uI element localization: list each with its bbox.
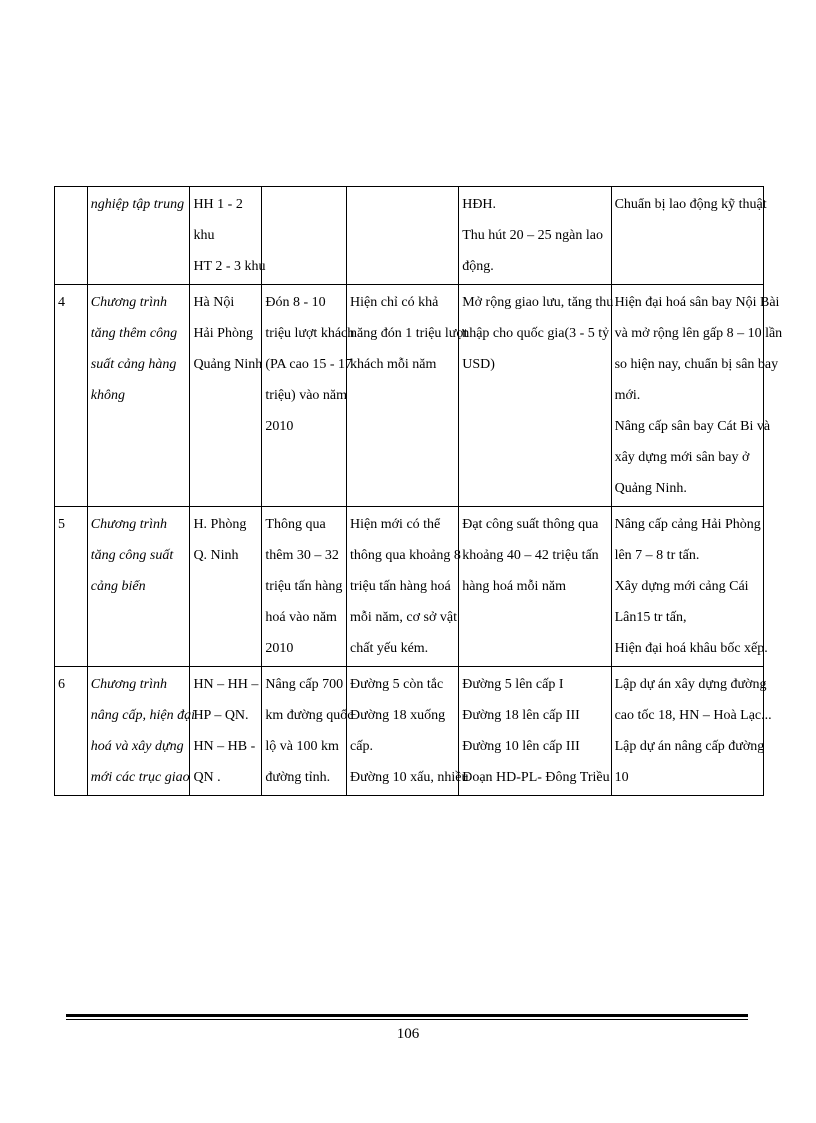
cell-line: mới các trục giao bbox=[90, 770, 190, 785]
cell-line: cao tốc 18, HN – Hoà Lạc... bbox=[614, 708, 772, 723]
cell-line: Hải Phòng bbox=[193, 326, 253, 341]
cell-line: hoá vào năm bbox=[265, 610, 337, 625]
cell-line: triệu tấn hàng bbox=[265, 579, 343, 594]
cell-line: HĐH. bbox=[462, 197, 497, 212]
cell-target bbox=[262, 667, 354, 796]
cell-line: 5 bbox=[58, 517, 65, 532]
cell-line: Chương trình bbox=[90, 677, 167, 692]
cell-line: chất yếu kém. bbox=[350, 641, 429, 656]
cell-line: Quảng Ninh. bbox=[614, 481, 687, 496]
footer-rule-thin bbox=[66, 1019, 748, 1020]
cell-line: đường tỉnh. bbox=[265, 770, 331, 785]
cell-line: triệu tấn hàng hoá bbox=[350, 579, 451, 594]
cell-line: mới. bbox=[614, 388, 641, 403]
cell-line: H. Phòng bbox=[193, 517, 247, 532]
page-number: 106 bbox=[396, 1026, 420, 1042]
cell-line: Quảng Ninh bbox=[193, 357, 263, 372]
cell-line: Thu hút 20 – 25 ngàn lao bbox=[462, 228, 603, 243]
cell-line: HP – QN. bbox=[193, 708, 249, 723]
cell-line: Lập dự án nâng cấp đường bbox=[614, 739, 765, 754]
cell-line: 4 bbox=[58, 295, 65, 310]
cell-line: HN – HB - bbox=[193, 739, 256, 754]
cell-line: lên 7 – 8 tr tấn. bbox=[614, 548, 700, 563]
cell-line: Q. Ninh bbox=[193, 548, 239, 563]
cell-program-name bbox=[87, 285, 190, 507]
cell-expected-result bbox=[459, 187, 611, 285]
cell-line: Đường 10 lên cấp III bbox=[462, 739, 580, 754]
cell-line: thêm 30 – 32 bbox=[265, 548, 339, 563]
cell-location bbox=[190, 187, 266, 285]
cell-program-name bbox=[87, 507, 190, 667]
cell-line: Chương trình bbox=[90, 517, 167, 532]
cell-location bbox=[190, 667, 262, 796]
cell-line: Đường 5 còn tắc bbox=[350, 677, 444, 692]
cell-line: Hiện mới có thể bbox=[350, 517, 441, 532]
cell-target bbox=[262, 187, 347, 285]
cell-action bbox=[611, 667, 772, 796]
cell-action bbox=[611, 507, 768, 667]
cell-line: QN . bbox=[193, 770, 221, 785]
cell-current-status bbox=[347, 667, 469, 796]
cell-line: Hiện chỉ có khả bbox=[350, 295, 439, 310]
cell-current-status bbox=[347, 187, 459, 285]
cell-location bbox=[190, 507, 262, 667]
data-table bbox=[54, 186, 783, 796]
cell-line: khoảng 40 – 42 triệu tấn bbox=[462, 548, 599, 563]
cell-line: Đoạn HD-PL- Đông Triều bbox=[462, 770, 610, 785]
cell-line: Thông qua bbox=[265, 517, 326, 532]
cell-line: hàng hoá mỗi năm bbox=[462, 579, 567, 594]
cell-line: Nâng cấp cảng Hải Phòng bbox=[614, 517, 761, 532]
footer-rule-thick bbox=[66, 1014, 748, 1017]
cell-target bbox=[262, 507, 347, 667]
cell-line: năng đón 1 triệu lượt bbox=[350, 326, 468, 341]
cell-program-name bbox=[87, 187, 190, 285]
cell-line: tăng thêm công bbox=[90, 326, 178, 341]
cell-line: Lập dự án xây dựng đường bbox=[614, 677, 767, 692]
cell-program-name bbox=[87, 667, 196, 796]
cell-line: HT 2 - 3 khu bbox=[193, 259, 266, 274]
cell-line: cảng biển bbox=[90, 579, 146, 594]
cell-line: hoá và xây dựng bbox=[90, 739, 184, 754]
cell-line: lộ và 100 km bbox=[265, 739, 339, 754]
cell-line: 2010 bbox=[265, 419, 294, 434]
cell-line: Lân15 tr tấn, bbox=[614, 610, 687, 625]
cell-line: nâng cấp, hiện đại bbox=[90, 708, 196, 723]
cell-line: Hà Nội bbox=[193, 295, 235, 310]
cell-expected-result bbox=[459, 285, 614, 507]
cell-line: Đường 10 xấu, nhiều bbox=[350, 770, 469, 785]
cell-line: cấp. bbox=[350, 739, 373, 754]
cell-line: Đường 5 lên cấp I bbox=[462, 677, 564, 692]
cell-target bbox=[262, 285, 355, 507]
cell-action bbox=[611, 285, 783, 507]
cell-line: mỗi năm, cơ sở vật bbox=[350, 610, 458, 625]
cell-expected-result bbox=[459, 507, 611, 667]
cell-line: so hiện nay, chuẩn bị sân bay bbox=[614, 357, 779, 372]
cell-line: Chương trình bbox=[90, 295, 167, 310]
cell-number bbox=[55, 187, 88, 285]
cell-location bbox=[190, 285, 262, 507]
cell-line: thông qua khoảng 8 bbox=[350, 548, 461, 563]
cell-action bbox=[611, 187, 767, 285]
cell-line: USD) bbox=[462, 357, 495, 372]
cell-line: Nâng cấp sân bay Cát Bi và bbox=[614, 419, 771, 434]
cell-line: và mở rộng lên gấp 8 – 10 lần bbox=[614, 326, 783, 341]
cell-line: HH 1 - 2 bbox=[193, 197, 243, 212]
cell-line: Hiện đại hoá sân bay Nội Bài bbox=[614, 295, 780, 310]
table-body bbox=[55, 187, 783, 796]
cell-line: khách mỗi năm bbox=[350, 357, 437, 372]
cell-line: Đạt công suất thông qua bbox=[462, 517, 599, 532]
cell-line: khu bbox=[193, 228, 215, 243]
cell-number bbox=[55, 667, 88, 796]
cell-line: Đường 18 lên cấp III bbox=[462, 708, 580, 723]
cell-line: tăng công suất bbox=[90, 548, 174, 563]
cell-expected-result bbox=[459, 667, 611, 796]
cell-line: 10 bbox=[614, 770, 629, 785]
table-row bbox=[55, 187, 764, 285]
cell-line: 6 bbox=[58, 677, 65, 692]
cell-line: triệu) vào năm bbox=[265, 388, 348, 403]
cell-line: suất cảng hàng bbox=[90, 357, 177, 372]
cell-line: HN – HH – bbox=[193, 677, 259, 692]
cell-line: nhập cho quốc gia(3 - 5 tỷ bbox=[462, 326, 610, 341]
cell-line: triệu lượt khách bbox=[265, 326, 355, 341]
cell-current-status bbox=[347, 285, 468, 507]
cell-number bbox=[55, 285, 88, 507]
cell-line: nghiệp tập trung bbox=[90, 197, 185, 212]
cell-line: km đường quốc bbox=[265, 708, 354, 723]
table-row bbox=[55, 285, 764, 507]
cell-line: Đón 8 - 10 bbox=[265, 295, 326, 310]
cell-line: Mở rộng giao lưu, tăng thu bbox=[462, 295, 614, 310]
cell-line: (PA cao 15 - 17 bbox=[265, 357, 352, 372]
cell-line: động. bbox=[462, 259, 494, 274]
cell-line: Hiện đại hoá khâu bốc xếp. bbox=[614, 641, 768, 656]
table-row bbox=[55, 507, 764, 667]
cell-line: 2010 bbox=[265, 641, 294, 656]
cell-line: Nâng cấp 700 bbox=[265, 677, 344, 692]
cell-line: không bbox=[90, 388, 126, 403]
cell-line: Đường 18 xuống bbox=[350, 708, 446, 723]
table-row bbox=[55, 667, 764, 796]
cell-line: Chuẩn bị lao động kỹ thuật bbox=[614, 197, 767, 212]
cell-current-status bbox=[347, 507, 459, 667]
cell-line: xây dựng mới sân bay ở bbox=[614, 450, 750, 465]
cell-number bbox=[55, 507, 88, 667]
cell-line: Xây dựng mới cảng Cái bbox=[614, 579, 749, 594]
